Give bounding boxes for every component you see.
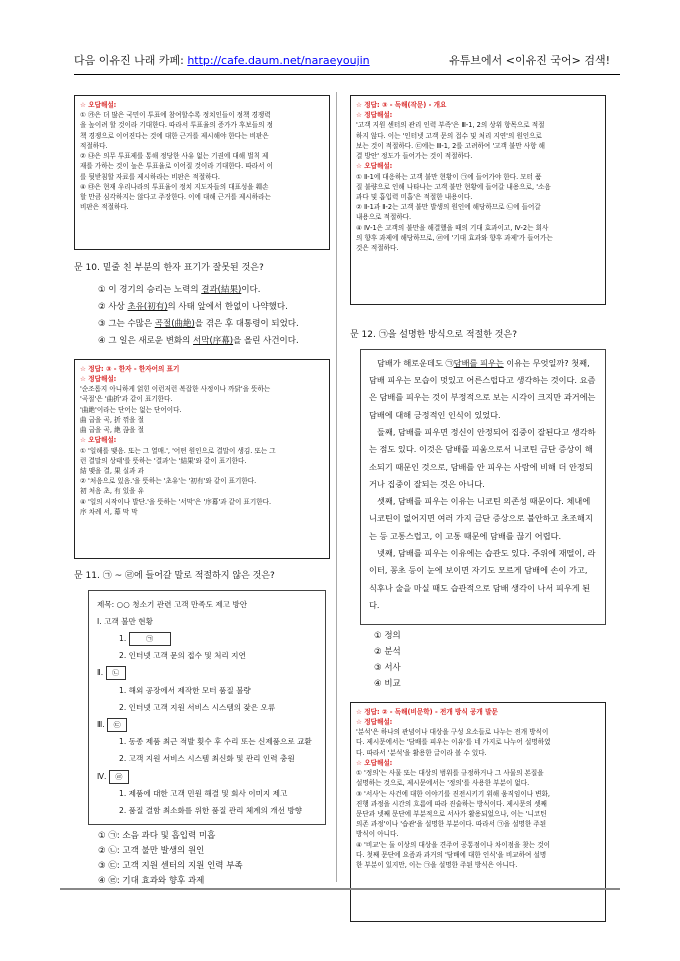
blank-box-b: ㉡ [106,666,126,680]
outline-item: 1. 제품에 대한 고객 민원 해결 및 회사 이미지 제고 [119,788,288,798]
q10-option[interactable] [74,316,330,333]
q10-opt4-post: 을 올린 사건이다. [233,335,299,346]
q10-opt3-underline: 곡절(曲絶) [154,318,195,329]
box2-line: 結 맺을 결, 果 실과 과 [80,466,144,475]
outline-item: 2. 인터넷 고객 지원 서비스 시스템의 잦은 오류 [119,702,276,712]
box4-line: 다. 따라서 '분석'을 활용한 글이라 볼 수 있다. [356,748,487,757]
header-cafe-label: 다음 이유진 나래 카페: [74,54,188,67]
q10-option[interactable] [74,282,330,299]
cafe-link[interactable]: http://cafe.daum.net/naraeyoujin [187,54,370,67]
box1-line: 비판은 적절하다. [80,203,129,212]
q10-option[interactable] [74,299,330,316]
box2-line: '순조롭지 아니하게 얽힌 이런저런 복잡한 사정이나 까닭'을 뜻하는 [80,385,271,394]
box4-sub1: ☆ 정답해설: [356,718,393,727]
box2-sub1: ☆ 정답해설: [80,375,117,384]
box4-line: 다. 첫째 문단에 요즘과 과거의 '담배에 대한 인식'을 비교하여 설명 [356,850,547,859]
box3-line: 질 불량으로 인해 나타나는 고객 불만 현황에 들어갈 내용으로, '소음 [356,182,551,191]
box2-line: ① '일해를 맺음. 또는 그 열매.', '어떤 원인으로 결말이 생김. 또는 그 [80,446,276,455]
box1-line: ① ㉮은 더 많은 국민이 투표에 참여할수록 정치인들이 정책 경쟁력 [80,111,271,120]
q12-option[interactable]: ④ 비교 [374,678,401,689]
box2-title: ☆ 정답: ③ - 한자 - 한자어의 표기 [80,364,180,373]
q12-options-row2 [350,660,606,692]
box2-line: '곡절'은 '曲折'과 같이 표기한다. [80,395,173,404]
q11-option[interactable]: ④ ㉣: 기대 효과와 향후 과제 [98,876,205,887]
passage-p1 [369,355,597,424]
box4-title: ☆ 정답: ② - 독해(비문학) - 전개 방식 공개 발문 [356,707,498,716]
outline-num: 1. [119,634,127,643]
box2-line: 序 차례 서, 幕 막 막 [80,507,138,516]
box4-line: ① '정의'는 사물 또는 대상의 범위를 규정하거나 그 사물의 본질을 [356,769,544,778]
box3-line: 과다 및 흡입력 미흡'은 적절한 내용이다. [356,192,473,201]
q12-option[interactable]: ② 분석 [374,646,401,657]
box3-line: ④ Ⅳ-1은 고객의 불만을 해결했을 때의 기대 효과이고, Ⅳ-2는 회사 [356,223,549,232]
box2-line: 曲 굽을 곡, 絶 끊을 절 [80,426,144,435]
box4-line: 방식이 아니다. [356,830,399,839]
passage-p1-pre: 담배가 해로운데도 ㉠ [377,357,454,368]
box1-line: 을 높이려 할 것이라 기대한다. 따라서 투표율의 증가가 후보들의 정 [80,121,273,130]
header-youtube: 유튜브에서 <이유진 국어> 검색! [449,54,610,67]
box1-line: 책 경쟁으로 이어진다는 것에 대한 근거를 제시해야 한다는 비판은 [80,131,269,140]
box4-sub2: ☆ 오답해설: [356,758,393,767]
left-column [74,95,330,889]
outline-num: Ⅱ. [97,668,104,678]
box2-line: ② '처음으로 있음.'을 뜻하는 '초유'는 '初有'와 같이 표기한다. [80,477,257,486]
outline-num: Ⅲ. [97,720,105,730]
q10-opt3-pre: ③ 그는 수많은 [98,318,155,329]
passage-p3: 셋째, 담배를 피우는 이유는 니코틴 의존성 때문이다. 체내에 니코틴이 없어지면 여러 가지 금단 증상으로 불안하고 초조해지는 등 고통스럽고, 이 고통 때문에 담배를 끊기 어렵다. [369,496,593,541]
header-divider [74,74,620,75]
box3-line: 것은 적절하다. [356,244,399,253]
box3-line: 결 방안' 정도가 들어가는 것이 적절하다. [356,152,473,161]
box3-line: 내용으로 적절하다. [356,213,412,222]
q12-option[interactable]: ③ 서사 [374,662,401,673]
passage-p4: 넷째, 담배를 피우는 이유에는 습관도 있다. 주위에 재떨이, 라이터, 꽁초 등이 눈에 보이면 자기도 모르게 담배에 손이 가고, 식후나 술을 마실 때도 습관적으로 담배 생각이 나서 피우게 된다. [369,548,596,610]
blank-box-a: ㉠ [129,632,171,646]
outline-title: 제목: ○○ 청소기 관련 고객 만족도 제고 방안 [97,599,248,609]
box1-line: 적절하다. [80,141,108,150]
box1-line: 재를 가하는 것이 높은 투표율로 이어질 것이라 기대한다. 따라서 이 [80,162,273,171]
outline-item: 2. 품질 결함 최소화를 위한 품질 관리 체계의 개선 방향 [119,806,303,816]
footer-divider [60,888,620,890]
box3-line: '고객 지원 센터의 관리 인력 부족'은 Ⅲ-1, 2의 상위 항목으로 적절 [356,121,545,130]
box1-title: ☆ 오답해설: [80,101,117,109]
box4-line: 진행 과정을 시간의 흐름에 따라 진술하는 방식이다. 제시문의 셋째 [356,799,547,808]
box4-line: ③ '서사'는 사건에 대한 이야기를 진전시키기 위해 움직임이나 변화, [356,789,551,798]
q10-opt4-underline: 서막(序幕) [193,335,234,346]
outline-item: 2. 인터넷 고객 문의 접수 및 처리 지연 [119,651,246,661]
box3-line: 보는 것이 적절하다. ㉢에는 Ⅲ-1, 2를 고려하여 '고객 불만 사항 해 [356,141,546,150]
page-header [0,52,680,74]
q11-option[interactable]: ② ㉡: 고객 불만 발생의 원인 [98,846,205,857]
box3-sub2: ☆ 오답해설: [356,162,393,171]
box3-line: ② Ⅱ-1과 Ⅱ-2는 고객 불만 발생의 원인에 해당하므로 ㉡에 들어갈 [356,203,541,212]
q10-option[interactable] [74,333,330,350]
question-11-title: 문 11. ㉠ ~ ㉣에 들어갈 말로 적절하지 않은 것은? [74,570,275,581]
passage-underline: 담배를 피우는 [453,357,504,368]
box2-sub2: ☆ 오답해설: [80,436,117,445]
answer-box-q9 [74,95,330,250]
box1-line: ④ ㉰은 현재 우리나라의 투표율이 정치 지도자들의 대표성을 훼손 [80,182,269,191]
box2-line: 曲 굽을 곡, 折 꺾을 절 [80,415,144,424]
answer-box-q11 [350,95,606,305]
right-column [350,95,606,922]
blank-box-c: ㉢ [107,718,127,732]
box2-line: 初 처음 초, 有 있을 유 [80,487,144,496]
q11-option[interactable]: ① ㉠: 소음 과다 및 흡입력 미흡 [98,831,216,842]
q10-opt1-underline: 결과(結果) [201,284,242,295]
question-12-title: 문 12. ㉠을 설명한 방식으로 적절한 것은? [350,330,517,340]
answer-box-q10 [74,359,330,559]
box3-title: ☆ 정답: ③ - 독해(작문) - 개요 [356,101,447,109]
passage-p1-post: 이유는 무엇일까? 첫째, 담배 피우는 모습이 멋있고 어른스럽다고 생각하는 것이다. 요즘은 담배를 피우는 것이 부정적으로 보는 시각이 크지만 과거에는 담배에 대해 긍정적인 인식이 있었다. [369,357,596,420]
outline-item: 2. 고객 지원 서비스 시스템 최신화 및 관리 인력 충원 [119,754,295,764]
passage-box [360,349,606,625]
box3-line: 의 향후 과제에 해당하므로, ㉣에 '기대 효과와 향후 과제'가 들어가는 [356,233,553,242]
q10-opt2-post: 의 사태 앞에서 한없이 나약했다. [167,301,288,312]
q10-opt2-underline: 초유(初有) [127,301,168,312]
blank-box-d: ㉣ [109,770,129,784]
q12-options-row1 [350,628,606,660]
box3-sub1: ☆ 정답해설: [356,111,393,120]
q12-option[interactable]: ① 정의 [374,630,401,641]
outline-section-3 [97,716,317,733]
box4-line: 설명하는 것으로, 제시문에서는 '정의'를 사용한 부분이 없다. [356,779,530,788]
column-divider [336,92,337,882]
box1-line: ② ㉯은 의무 투표제를 통해 정당한 사유 없는 기권에 대해 벌칙 제 [80,152,269,161]
question-10-title: 문 10. 밑줄 친 부분의 한자 표기가 잘못된 것은? [74,263,264,273]
passage-p2: 둘째, 담배를 피우면 정신이 안정되어 집중이 잘된다고 생각하는 점도 있다. 이것은 담배를 피움으로서 니코틴 금단 증상이 해소되기 때문인 것으로, 담배를 안 피우는 사람에 비해 더 안정되거나 집중이 잘되는 것은 아니다. [369,426,596,489]
outline-section-1: Ⅰ. 고객 불만 현황 [97,616,153,626]
box3-line: 하지 않다. 이는 '인터넷 고객 문의 접수 및 처리 지연'의 원인으로 [356,131,542,140]
box2-line: '曲絶'이라는 단어는 없는 단어이다. [80,405,182,414]
outline-section-4 [97,768,317,785]
box4-line: 한 부분이 있지만, 이는 ㉠을 설명한 주된 방식은 아니다. [356,861,518,870]
outline-num: Ⅳ. [97,771,107,781]
outline-box [88,590,326,826]
box4-line: '분석'은 하나의 관념이나 대상을 구성 요소들로 나누는 전개 방식이 [356,728,549,737]
box4-line: ④ '비교'는 둘 이상의 대상을 견주어 공통점이나 차이점을 찾는 것이 [356,840,551,849]
box2-line: ④ '일의 시작이나 발단.'을 뜻하는 '서막'은 '序幕'과 같이 표기한다. [80,497,272,506]
box4-line: 의존 과정'이나 '습관'을 설명한 부분이다. 따라서 ㉠을 설명한 주된 [356,820,547,829]
outline-item [97,630,317,647]
q10-opt4-pre: ④ 그 일은 새로운 변화의 [98,335,194,346]
outline-section-2 [97,664,317,681]
q10-opt1-pre: ① 이 경기의 승리는 노력의 [98,284,202,295]
box4-line: 문단과 넷째 문단에 부분적으로 서사가 활용되었으나, 이는 '니코틴 [356,809,547,818]
box4-line: 다. 제시문에서는 '담배를 피우는 이유'를 네 가지로 나누어 설명하였 [356,738,551,747]
q10-opt3-post: 을 겪은 후 대통령이 되었다. [194,318,299,329]
q10-opt2-pre: ② 사상 [98,301,128,312]
box2-line: 런 결말의 상태'를 뜻하는 '결과'는 '結果'와 같이 표기한다. [80,456,247,465]
outline-item: 1. 해외 공장에서 제작한 모터 품질 불량 [119,685,251,695]
header-cafe [74,52,370,68]
box1-line: 를 뒷받침할 자료를 제시하라는 비판은 적절하다. [80,172,220,181]
outline-item: 1. 동종 제품 최근 적발 횟수 후 수리 또는 신제품으로 교환 [119,737,312,747]
q10-opt1-post: 이다. [241,284,261,295]
q11-option[interactable]: ③ ㉢: 고객 지원 센터의 지원 인력 부족 [98,861,243,872]
box1-line: 할 만큼 심각하지는 않다고 주장한다. 이에 대해 근거를 제시하라는 [80,192,271,201]
box3-line: ① Ⅱ-1에 대응하는 고객 불만 현황이 ㉠에 들어가야 한다. 모터 품 [356,172,542,181]
